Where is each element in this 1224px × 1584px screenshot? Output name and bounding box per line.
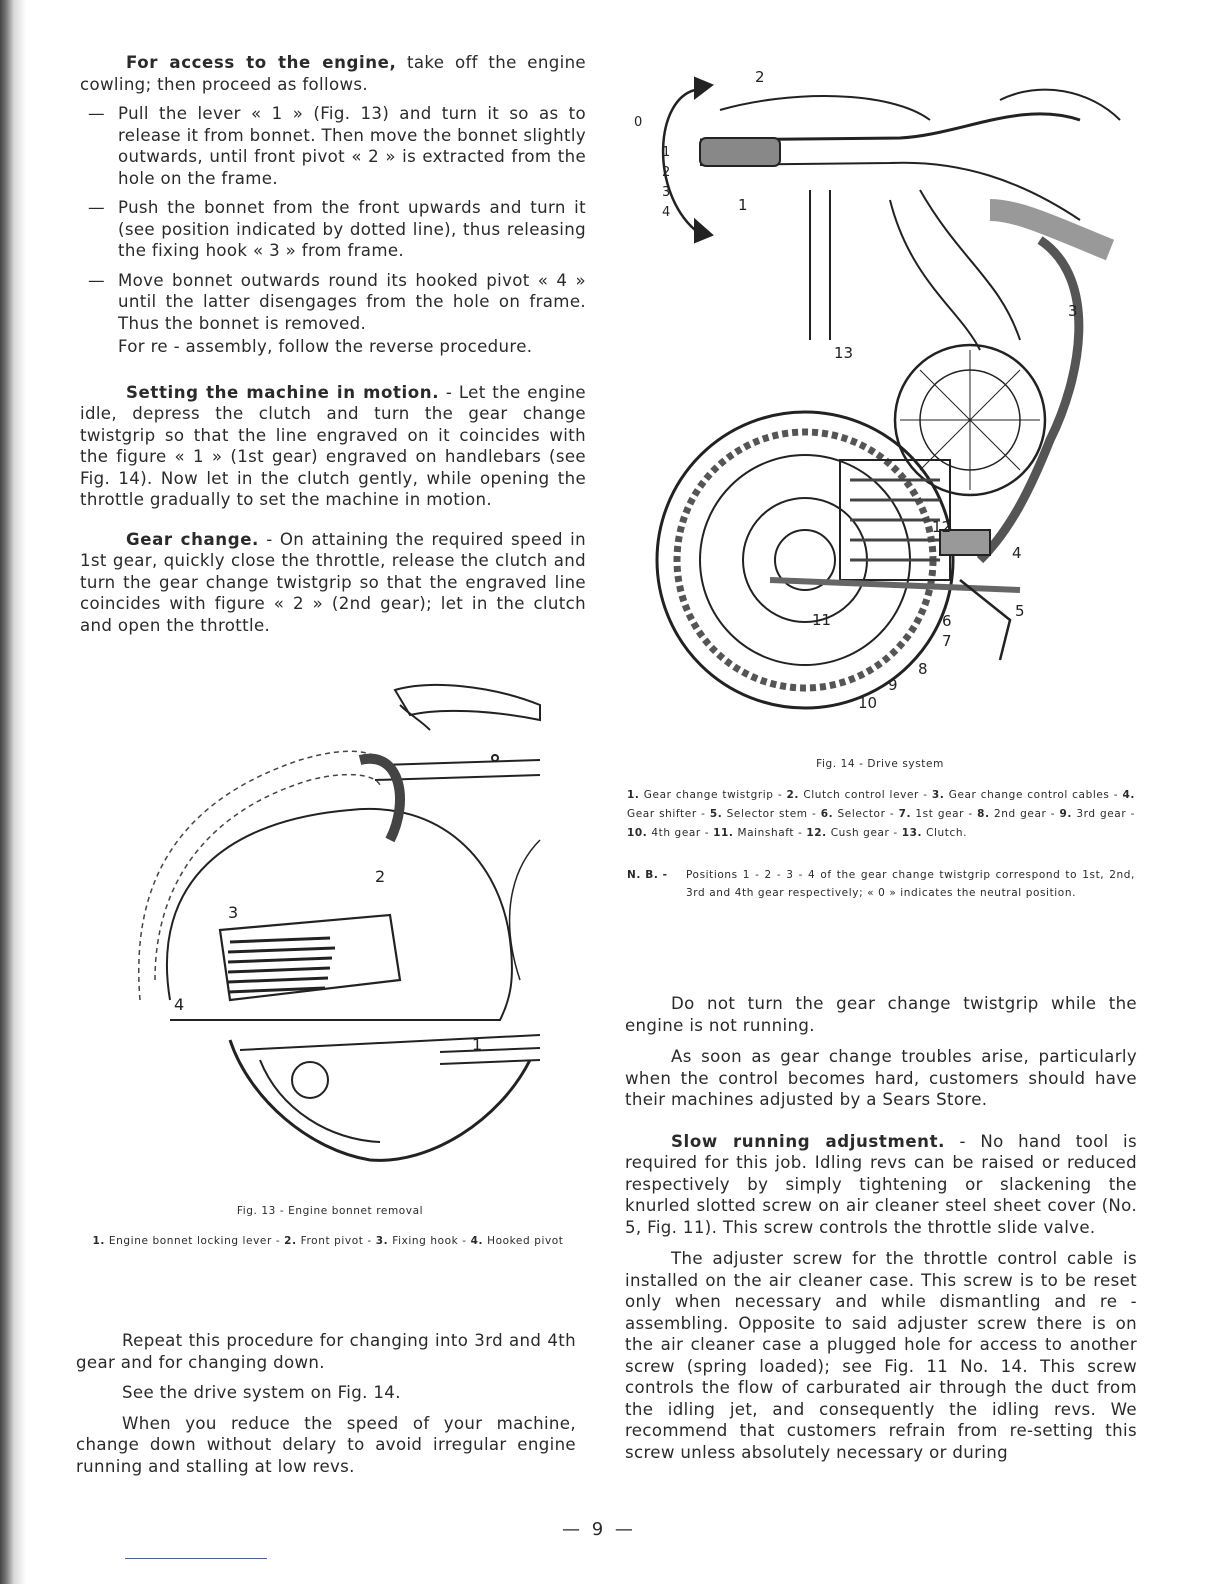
fig14-legend-8-text: 2nd gear (994, 808, 1047, 820)
intro-paragraph (80, 52, 586, 95)
fig14-legend-3-num: 3. (931, 789, 945, 801)
fig14-legend-12-num: 12. (806, 827, 827, 839)
slow-running-paragraph (625, 1131, 1137, 1239)
fig14-legend-4-text: Gear shifter (627, 808, 697, 820)
fig14-legend-9-num: 9. (1059, 808, 1073, 820)
reduce-speed-paragraph: When you reduce the speed of your machine, change down without delary to avoid irregular engine running and stalling at low revs. (76, 1413, 576, 1476)
fig14-legend-10-text: 4th gear (651, 827, 701, 839)
fig13-label-4: 4 (174, 995, 185, 1014)
fig13-legend-1-num: 1. (92, 1235, 105, 1247)
intro-lead: For access to the engine, (126, 53, 397, 72)
fig14-legend-2-num: 2. (786, 789, 800, 801)
fig14-nb-text: Positions 1 - 2 - 3 - 4 of the gear change twistgrip correspond to 1st, 2nd, 3rd and 4th gear respectively; « 0 » indicates the neutral position. (686, 869, 1135, 899)
fig14-legend-7-num: 7. (898, 808, 912, 820)
fig14-legend-7-text: 1st gear (915, 808, 965, 820)
fig14-legend-6-num: 6. (820, 808, 834, 820)
fig14-label-7: 7 (942, 632, 952, 650)
fig14-legend-11-text: Mainshaft (737, 827, 795, 839)
reassembly-note: For re - assembly, follow the reverse procedure. (118, 337, 533, 356)
step-1-text: Pull the lever « 1 » (Fig. 13) and turn it so as to release it from bonnet. Then move the bonnet slightly outwards, until front pivot « 2 » is extracted from the hole on the frame. (118, 104, 586, 188)
fig13-legend: 1. Engine bonnet locking lever - 2. Front pivot - 3. Fixing hook - 4. Hooked pivot (92, 1235, 564, 1247)
dash-1: — (88, 104, 105, 123)
motion-text: - Let the engine idle, depress the clutch and turn the gear change twistgrip so that the line engraved on it coincides with the figure « 1 » (1st gear) engraved on handlebars (see Fig. 14). Now let in the clutch gently, while opening the throttle gradually to set the machine in motion. (80, 382, 586, 509)
step-2 (80, 197, 586, 262)
repeat-paragraph: Repeat this procedure for changing into 3rd and 4th gear and for changing down. (76, 1331, 576, 1372)
grip-label-0: 0 (634, 115, 643, 130)
fig13-label-2: 2 (375, 867, 386, 886)
fig13-legend-1-text: Engine bonnet locking lever (108, 1235, 272, 1247)
motion-paragraph (80, 382, 586, 511)
blue-rule (125, 1558, 267, 1559)
fig14-label-3: 3 (1068, 302, 1078, 320)
fig14-label-11: 11 (812, 611, 832, 629)
scan-edge (0, 0, 26, 1584)
see-fig14-paragraph: See the drive system on Fig. 14. (122, 1383, 401, 1402)
fig14-label-2: 2 (755, 68, 765, 86)
dash-3: — (88, 270, 105, 290)
step-3 (80, 270, 586, 335)
gear-lead: Gear change. (126, 529, 259, 549)
fig13-legend-2-text: Front pivot (300, 1235, 364, 1247)
fig14-legend-6-text: Selector (837, 808, 886, 820)
fig14-legend: 1. Gear change twistgrip - 2. Clutch control lever - 3. Gear change control cables - 4. Gear shifter - 5. Selector stem - 6. Selector - 7. 1st gear - 8. 2nd gear - 9. 3rd gear - 10. 4th gear - 11. Mainshaft - 12. Cush gear - 13. Clutch. (627, 789, 1135, 839)
grip-label-2: 2 (662, 165, 671, 180)
fig14-legend-9-text: 3rd gear (1076, 808, 1127, 820)
gear-text: - On attaining the required speed in 1st gear, quickly close the throttle, release the clutch and turn the gear change twistgrip so that the engraved line coincides with figure « 2 » (2nd gear); let in the clutch and open the throttle. (80, 529, 586, 635)
fig14-label-6: 6 (942, 612, 952, 630)
fig14-label-8: 8 (918, 660, 928, 678)
step-1 (80, 103, 586, 189)
fig14-label-4: 4 (1012, 544, 1022, 562)
step-3-text: Move bonnet outwards round its hooked pivot « 4 » until the latter disengages from the hole on frame. Thus the bonnet is removed. (118, 270, 586, 333)
troubles-paragraph: As soon as gear change troubles arise, particularly when the control becomes hard, customers should have their machines adjusted by a Sears Store. (625, 1047, 1137, 1109)
fig14-legend-13-num: 13. (901, 827, 923, 839)
grip-label-4: 4 (662, 205, 671, 220)
fig13-legend-4-text: Hooked pivot (487, 1235, 564, 1247)
dash-2: — (88, 198, 105, 217)
fig13-legend-3-num: 3. (375, 1235, 389, 1247)
fig14-label-13: 13 (834, 344, 854, 362)
intro-text: take off the engine cowling; then proceed as follows. (80, 53, 586, 94)
fig14-label-9: 9 (888, 676, 898, 694)
left-column-bottom (76, 1330, 576, 1477)
fig13-legend-4-num: 4. (470, 1235, 484, 1247)
page-number: — 9 — (562, 1519, 636, 1540)
fig14-legend-5-text: Selector stem (726, 808, 808, 820)
fig14-legend-10-num: 10. (627, 827, 648, 839)
slow-running-lead: Slow running adjustment. (671, 1131, 946, 1151)
adjuster-paragraph: The adjuster screw for the throttle control cable is installed on the air cleaner case. This screw is to be reset only when necessary and while dismantling and re - assembling. Opposite to said adjuster screw there is on the air cleaner case a plugged hole for access to another screw (spring loaded); see Fig. 11 No. 14. This screw controls the flow of carburated air through the duct from the idling jet, and consequently the idling revs. We recommend that customers refrain from re-setting this screw unless absolutely necessary or during (625, 1249, 1137, 1462)
fig14-legend-3-text: Gear change control cables (948, 789, 1110, 801)
slow-running-text: - No hand tool is required for this job. Idling revs can be raised or reduced respectively by simply tightening or slackening the knurled slotted screw on air cleaner steel sheet cover (No. 5, Fig. 11). This screw controls the throttle slide valve. (625, 1131, 1138, 1237)
grip-label-1: 1 (662, 145, 671, 160)
fig13-label-1: 1 (472, 1035, 483, 1054)
fig13-legend-3-text: Fixing hook (392, 1235, 459, 1247)
fig14-title: Fig. 14 - Drive system (816, 758, 944, 770)
warning-paragraph: Do not turn the gear change twistgrip while the engine is not running. (625, 994, 1137, 1035)
fig14-label-12: 12 (932, 518, 952, 536)
grip-label-3: 3 (662, 185, 671, 200)
fig14-legend-1-text: Gear change twistgrip (643, 789, 774, 801)
fig14-legend-8-num: 8. (977, 808, 990, 820)
fig14-legend-2-text: Clutch control lever (803, 789, 919, 801)
fig14-nb-label (627, 866, 687, 884)
motion-lead: Setting the machine in motion. (126, 382, 440, 402)
fig14-label-1: 1 (738, 196, 748, 214)
fig14-label-10: 10 (858, 694, 878, 712)
nb-label-text: N. B. - (627, 869, 668, 881)
right-column (625, 993, 1137, 1463)
step-2-text: Push the bonnet from the front upwards and turn it (see position indicated by dotted line), thus releasing the fixing hook « 3 » from frame. (118, 198, 586, 260)
fig13-label-3: 3 (228, 903, 239, 922)
fig14-legend-11-num: 11. (713, 827, 734, 839)
fig14-legend-5-num: 5. (709, 808, 723, 820)
fig14-legend-1-num: 1. (627, 789, 640, 801)
fig13-legend-2-num: 2. (284, 1235, 297, 1247)
fig14-legend-13-text: Clutch. (926, 827, 968, 839)
fig14-label-5: 5 (1015, 602, 1025, 620)
left-column (80, 52, 586, 636)
gear-paragraph (80, 529, 586, 637)
fig13-title: Fig. 13 - Engine bonnet removal (236, 1205, 424, 1217)
fig14-illustration (634, 60, 1140, 750)
fig13-illustration (110, 680, 550, 1175)
fig14-legend-4-num: 4. (1122, 789, 1135, 801)
fig14-legend-12-text: Cush gear (830, 827, 890, 839)
